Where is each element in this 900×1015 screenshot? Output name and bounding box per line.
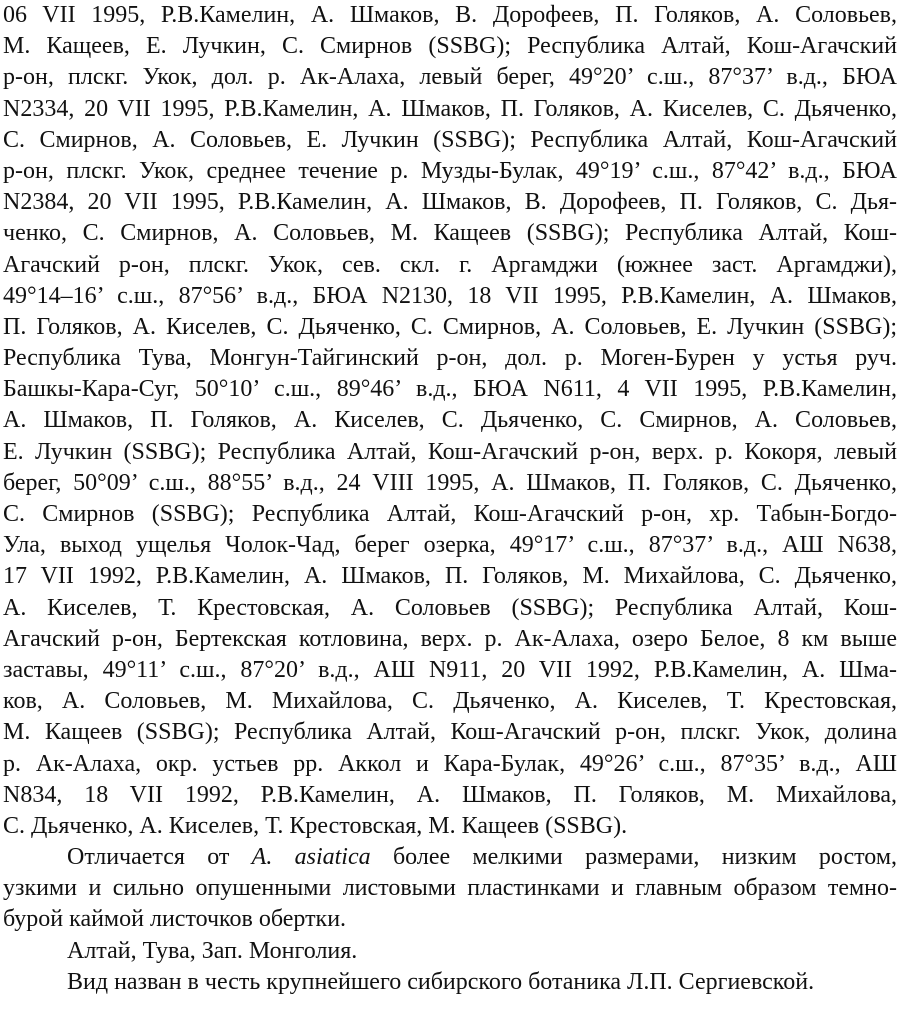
text-line: берег, 50°09’ с.ш., 88°55’ в.д., 24 VIII 1995, А. Шмаков, П. Голяков, С. Дьяченко,	[3, 469, 897, 496]
text-line: С. Смирнов, А. Соловьев, Е. Лучкин (SSBG); Республика Алтай, Кош-Агачский	[3, 126, 897, 153]
text-span: Отличается от	[67, 844, 252, 871]
text-line: С. Смирнов (SSBG); Республика Алтай, Кош-Агачский р-он, хр. Табын-Богдо-	[3, 501, 897, 527]
text-line: заставы, 49°11’ с.ш., 87°20’ в.д., АШ N911, 20 VII 1992, Р.В.Камелин, А. Шма-	[3, 656, 897, 683]
text-line	[3, 842, 897, 873]
text-line: узкими и сильно опушенными листовыми пластинками и главным образом темно-	[3, 875, 897, 902]
text-line: Башкы-Кара-Суг, 50°10’ с.ш., 89°46’ в.д., БЮА N611, 4 VII 1995, Р.В.Камелин,	[3, 376, 897, 403]
text-line: ков, А. Соловьев, М. Михайлова, С. Дьяченко, А. Киселев, Т. Крестовская,	[3, 688, 897, 715]
species-name: A. asiatica	[251, 844, 371, 871]
text-line: М. Кащеев, Е. Лучкин, С. Смирнов (SSBG); Республика Алтай, Кош-Агачский	[3, 33, 897, 60]
text-line: N2334, 20 VII 1995, Р.В.Камелин, А. Шмаков, П. Голяков, А. Киселев, С. Дьяченко,	[3, 95, 897, 122]
text-span: более мелкими размерами, низким ростом,	[370, 844, 897, 871]
text-line: А. Киселев, Т. Крестовская, А. Соловьев (SSBG); Республика Алтай, Кош-	[3, 594, 897, 621]
text-line: Вид назван в честь крупнейшего сибирского ботаника Л.П. Сергиевской.	[67, 968, 815, 995]
text-line: Республика Тува, Монгун-Тайгинский р-он, дол. р. Моген-Бурен у устья руч.	[3, 345, 897, 372]
text-line: ченко, С. Смирнов, А. Соловьев, М. Кащеев (SSBG); Республика Алтай, Кош-	[3, 220, 897, 247]
text-line: р-он, плскг. Укок, дол. р. Ак-Алаха, левый берег, 49°20’ с.ш., 87°37’ в.д., БЮА	[3, 64, 897, 91]
text-line: р. Ак-Алаха, окр. устьев рр. Аккол и Кара-Булак, 49°26’ с.ш., 87°35’ в.д., АШ	[3, 750, 897, 777]
text-line: Агачский р-он, Бертекская котловина, верх. р. Ак-Алаха, озеро Белое, 8 км выше	[3, 625, 897, 652]
text-line: N834, 18 VII 1992, Р.В.Камелин, А. Шмаков, П. Голяков, М. Михайлова,	[3, 781, 897, 808]
text-line: бурой каймой листочков обертки.	[3, 906, 347, 933]
text-line: 17 VII 1992, Р.В.Камелин, А. Шмаков, П. Голяков, М. Михайлова, С. Дьяченко,	[3, 563, 897, 590]
text-line: А. Шмаков, П. Голяков, А. Киселев, С. Дьяченко, С. Смирнов, А. Соловьев,	[3, 407, 897, 434]
text-line: Алтай, Тува, Зап. Монголия.	[67, 937, 358, 964]
text-line: Ула, выход ущелья Чолок-Чад, берег озерка, 49°17’ с.ш., 87°37’ в.д., АШ N638,	[3, 532, 897, 559]
text-line: Е. Лучкин (SSBG); Республика Алтай, Кош-Агачский р-он, верх. р. Кокоря, левый	[3, 438, 897, 465]
text-line: М. Кащеев (SSBG); Республика Алтай, Кош-Агачский р-он, плскг. Укок, долина	[3, 719, 897, 746]
text-line: р-он, плскг. Укок, среднее течение р. Музды-Булак, 49°19’ с.ш., 87°42’ в.д., БЮА	[3, 157, 897, 184]
text-line: Агачский р-он, плскг. Укок, сев. скл. г. Аргамджи (южнее заст. Аргамджи),	[3, 251, 897, 278]
text-line: П. Голяков, А. Киселев, С. Дьяченко, С. Смирнов, А. Соловьев, Е. Лучкин (SSBG);	[3, 313, 897, 340]
text-line: С. Дьяченко, А. Киселев, Т. Крестовская, М. Кащеев (SSBG).	[3, 812, 628, 839]
text-line: 06 VII 1995, Р.В.Камелин, А. Шмаков, В. Дорофеев, П. Голяков, А. Соловьев,	[3, 2, 897, 28]
text-line: 49°14–16’ с.ш., 87°56’ в.д., БЮА N2130, 18 VII 1995, Р.В.Камелин, А. Шмаков,	[3, 282, 897, 309]
text-line: N2384, 20 VII 1995, Р.В.Камелин, А. Шмаков, В. Дорофеев, П. Голяков, С. Дья-	[3, 189, 897, 216]
